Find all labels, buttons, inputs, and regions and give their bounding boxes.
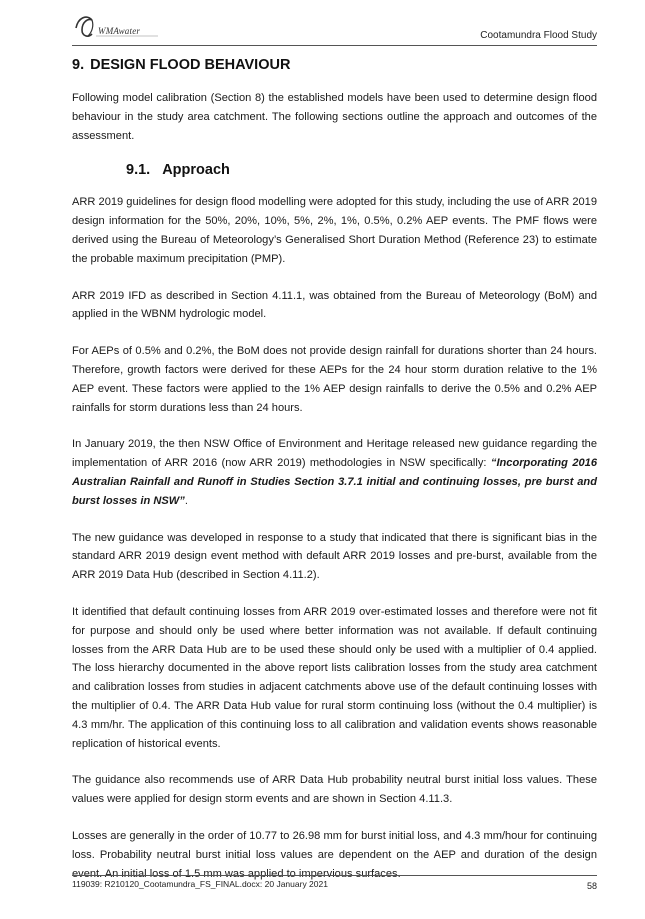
- subsection-heading: [72, 161, 597, 179]
- section-number: 9.: [72, 57, 85, 73]
- guidance-quote: “Incorporating 2016 Australian Rainfall and Runoff in Studies Section 3.7.1 initial and continuing losses, pre burst and burst losses in NSW”: [72, 457, 597, 507]
- paragraph-bias-study: The new guidance was developed in response to a study that indicated that there is significant bias in the standard ARR 2019 design event method with default ARR 2019 losses and pre-burst, available from the ARR 2019 Data Hub (described in Section 4.11.2).: [72, 531, 597, 582]
- header-divider: [72, 45, 597, 46]
- page-number: 58: [586, 881, 597, 891]
- paragraph-arr-guidelines: ARR 2019 guidelines for design flood modelling were adopted for this study, including the use of ARR 2019 design information for the 50%, 20%, 10%, 5%, 2%, 1%, 0.5%, 0.2% AEP events. The PMF flows were derived using the Bureau of Meteorology’s Generalised Short Duration Method (Reference 23) to estimate the probable maximum precipitation (PMP).: [72, 196, 597, 265]
- section-title: DESIGN FLOOD BEHAVIOUR: [90, 57, 291, 73]
- subsection-number: 9.1.: [126, 162, 151, 179]
- paragraph-ifd: ARR 2019 IFD as described in Section 4.11.1, was obtained from the Bureau of Meteorology (BoM) and applied in the WBNM hydrologic model.: [72, 289, 597, 321]
- paragraph-loss-values: Losses are generally in the order of 10.77 to 26.98 mm for burst initial loss, and 4.3 mm/hour for continuing loss. Probability neutral burst initial loss values are dependent on the AEP and duration of the design event. An initial loss of 1.5 mm was applied to impervious surfaces.: [72, 829, 597, 880]
- company-logo: [72, 10, 162, 42]
- paragraph-continuing-losses: It identified that default continuing losses from ARR 2019 over-estimated losses and therefore were not fit for purpose and should only be used where better information was not available. If default continuing losses from the ARR Data Hub are to be used these should only be used with a multiplier of 0.4 applied. The loss hierarchy documented in the above report lists calibration losses from the study area catchment and calibration losses from studies in adjacent catchments above use of the default continuing losses with the multiplier of 0.4. The ARR Data Hub value for rural storm continuing loss (without the 0.4 multiplier) is 4.3 mm/hr. The application of this continuing loss to all calibration and validation events shows reasonable replication of historical events.: [72, 605, 597, 750]
- page-header: [72, 10, 597, 44]
- guidance-end: .: [184, 494, 188, 507]
- guidance-text: In January 2019, the then NSW Office of Environment and Heritage released new guidance regarding the implementation of ARR 2016 (now ARR 2019) methodologies in NSW specifically:: [72, 438, 597, 470]
- document-title: Cootamundra Flood Study: [480, 30, 597, 41]
- paragraph-burst-initial-loss: The guidance also recommends use of ARR Data Hub probability neutral burst initial loss values. These values were applied for design storm events and are shown in Section 4.11.3.: [72, 774, 597, 806]
- subsection-title: Approach: [162, 162, 230, 179]
- section-heading: [72, 56, 597, 74]
- paragraph-growth-factors: For AEPs of 0.5% and 0.2%, the BoM does not provide design rainfall for durations shorter than 24 hours. Therefore, growth factors were derived for these AEPs for the 24 hour storm duration relative to the 1% AEP event. These factors were applied to the 1% AEP design rainfalls to derive the 0.5% and 0.2% AEP rainfalls for storm durations less than 24 hours.: [72, 345, 597, 414]
- paragraph-nsw-guidance: [72, 435, 597, 510]
- footer-divider: [72, 875, 597, 876]
- logo-text: WMAwater: [98, 26, 141, 36]
- section-intro: Following model calibration (Section 8) the established models have been used to determine design flood behaviour in the study area catchment. The following sections outline the approach and outcomes of the assessment.: [72, 92, 597, 142]
- footer-document-ref: 119039: R210120_Cootamundra_FS_FINAL.docx: 20 January 2021: [72, 879, 328, 889]
- main-content: [72, 54, 597, 883]
